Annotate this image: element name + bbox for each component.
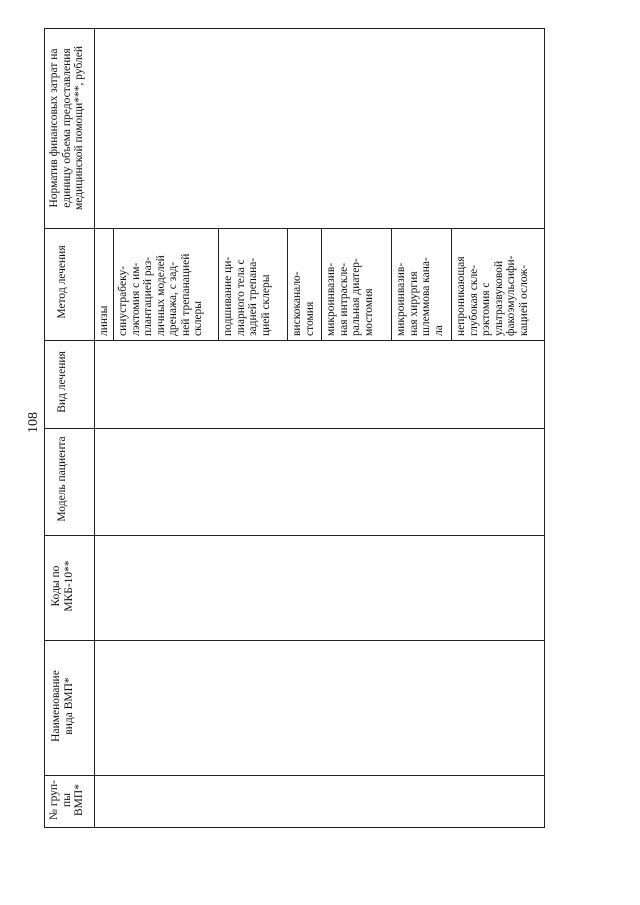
page-number: 108 bbox=[26, 412, 41, 433]
